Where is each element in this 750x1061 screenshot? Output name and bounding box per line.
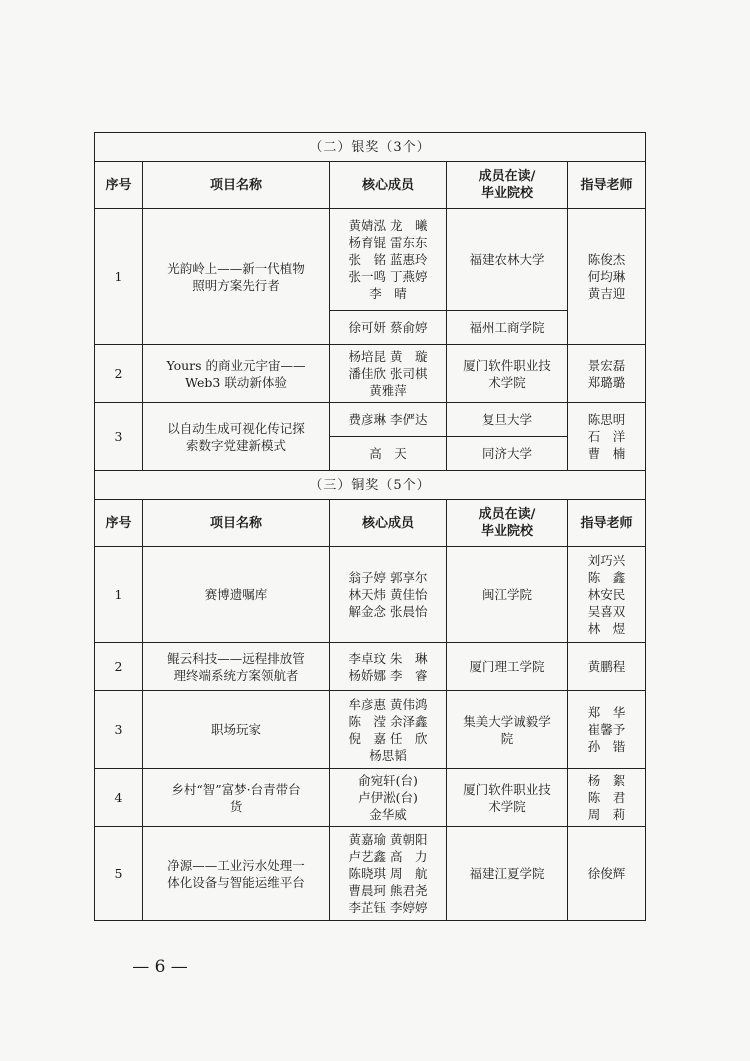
row-index: 2	[95, 345, 143, 403]
table-row	[95, 643, 646, 691]
mentors: 刘巧兴 陈 鑫 林安民 吴喜双 林 煜	[568, 547, 646, 643]
mentors: 郑 华 崔馨予 孙 锴	[568, 691, 646, 769]
school-name: 福建农林大学	[447, 209, 568, 311]
project-name: 赛博遗嘱库	[143, 547, 330, 643]
project-name: 职场玩家	[143, 691, 330, 769]
school-name: 福建江夏学院	[447, 827, 568, 921]
school-name: 同济大学	[447, 437, 568, 471]
school-name: 福州工商学院	[447, 311, 568, 345]
row-index: 1	[95, 209, 143, 345]
project-name: 净源——工业污水处理一 体化设备与智能运维平台	[143, 827, 330, 921]
row-index: 3	[95, 691, 143, 769]
core-members: 黄婧泓 龙 曦 杨育锟 雷东东 张 铭 蓝惠玲 张一鸣 丁燕婷 李 晴	[330, 209, 447, 311]
school-name: 厦门软件职业技 术学院	[447, 769, 568, 827]
project-name: 乡村“智”富梦·台青带台 货	[143, 769, 330, 827]
core-members: 高 天	[330, 437, 447, 471]
header-school: 成员在读/ 毕业院校	[447, 162, 568, 209]
core-members: 翁子婷 郭享尔 林天炜 黄佳怡 解金念 张晨怡	[330, 547, 447, 643]
mentors: 景宏磊 郑璐璐	[568, 345, 646, 403]
core-members: 黄嘉瑜 黄朝阳 卢艺鑫 高 力 陈晓琪 周 航 曹晨珂 熊君尧 李芷钰 李婷婷	[330, 827, 447, 921]
header-mentor: 指导老师	[568, 162, 646, 209]
project-name: Yours 的商业元宇宙—— Web3 联动新体验	[143, 345, 330, 403]
header-members: 核心成员	[330, 162, 447, 209]
row-index: 3	[95, 403, 143, 471]
page-number: — 6 —	[132, 957, 188, 977]
project-name: 光韵岭上——新一代植物 照明方案先行者	[143, 209, 330, 345]
core-members: 俞宛轩(台) 卢伊淞(台) 金华威	[330, 769, 447, 827]
table-row	[95, 345, 646, 403]
table-row	[95, 547, 646, 643]
project-name: 鲲云科技——远程排放管 理终端系统方案领航者	[143, 643, 330, 691]
bronze-section-title: （三）铜奖（5个）	[95, 471, 646, 500]
silver-section-title: （二）银奖（3个）	[95, 133, 646, 162]
mentors: 杨 絮 陈 君 周 莉	[568, 769, 646, 827]
table-row	[95, 209, 646, 311]
header-school: 成员在读/ 毕业院校	[447, 500, 568, 547]
header-mentor: 指导老师	[568, 500, 646, 547]
school-name: 闽江学院	[447, 547, 568, 643]
bronze-section	[95, 471, 646, 921]
row-index: 5	[95, 827, 143, 921]
table-row	[95, 769, 646, 827]
project-name: 以自动生成可视化传记探 索数字党建新模式	[143, 403, 330, 471]
header-project: 项目名称	[143, 162, 330, 209]
table-row	[95, 403, 646, 437]
school-name: 厦门软件职业技 术学院	[447, 345, 568, 403]
mentors: 黄鹏程	[568, 643, 646, 691]
core-members: 徐可妍 蔡俞婷	[330, 311, 447, 345]
awards-table	[94, 132, 646, 921]
table-row	[95, 827, 646, 921]
school-name: 复旦大学	[447, 403, 568, 437]
header-project: 项目名称	[143, 500, 330, 547]
header-index: 序号	[95, 500, 143, 547]
core-members: 牟彦惠 黄伟鸿 陈 滢 余泽鑫 倪 嘉 任 欣 杨思韬	[330, 691, 447, 769]
school-name: 集美大学诚毅学 院	[447, 691, 568, 769]
header-members: 核心成员	[330, 500, 447, 547]
core-members: 杨培昆 黄 璇 潘佳欣 张司棋 黄雅萍	[330, 345, 447, 403]
silver-section	[95, 133, 646, 471]
mentors: 陈俊杰 何均琳 黄吉迎	[568, 209, 646, 345]
core-members: 李卓玟 朱 琳 杨娇娜 李 睿	[330, 643, 447, 691]
school-name: 厦门理工学院	[447, 643, 568, 691]
header-index: 序号	[95, 162, 143, 209]
mentors: 陈思明 石 洋 曹 楠	[568, 403, 646, 471]
table-row	[95, 691, 646, 769]
row-index: 1	[95, 547, 143, 643]
mentors: 徐俊辉	[568, 827, 646, 921]
core-members: 费彦琳 李俨达	[330, 403, 447, 437]
row-index: 2	[95, 643, 143, 691]
row-index: 4	[95, 769, 143, 827]
